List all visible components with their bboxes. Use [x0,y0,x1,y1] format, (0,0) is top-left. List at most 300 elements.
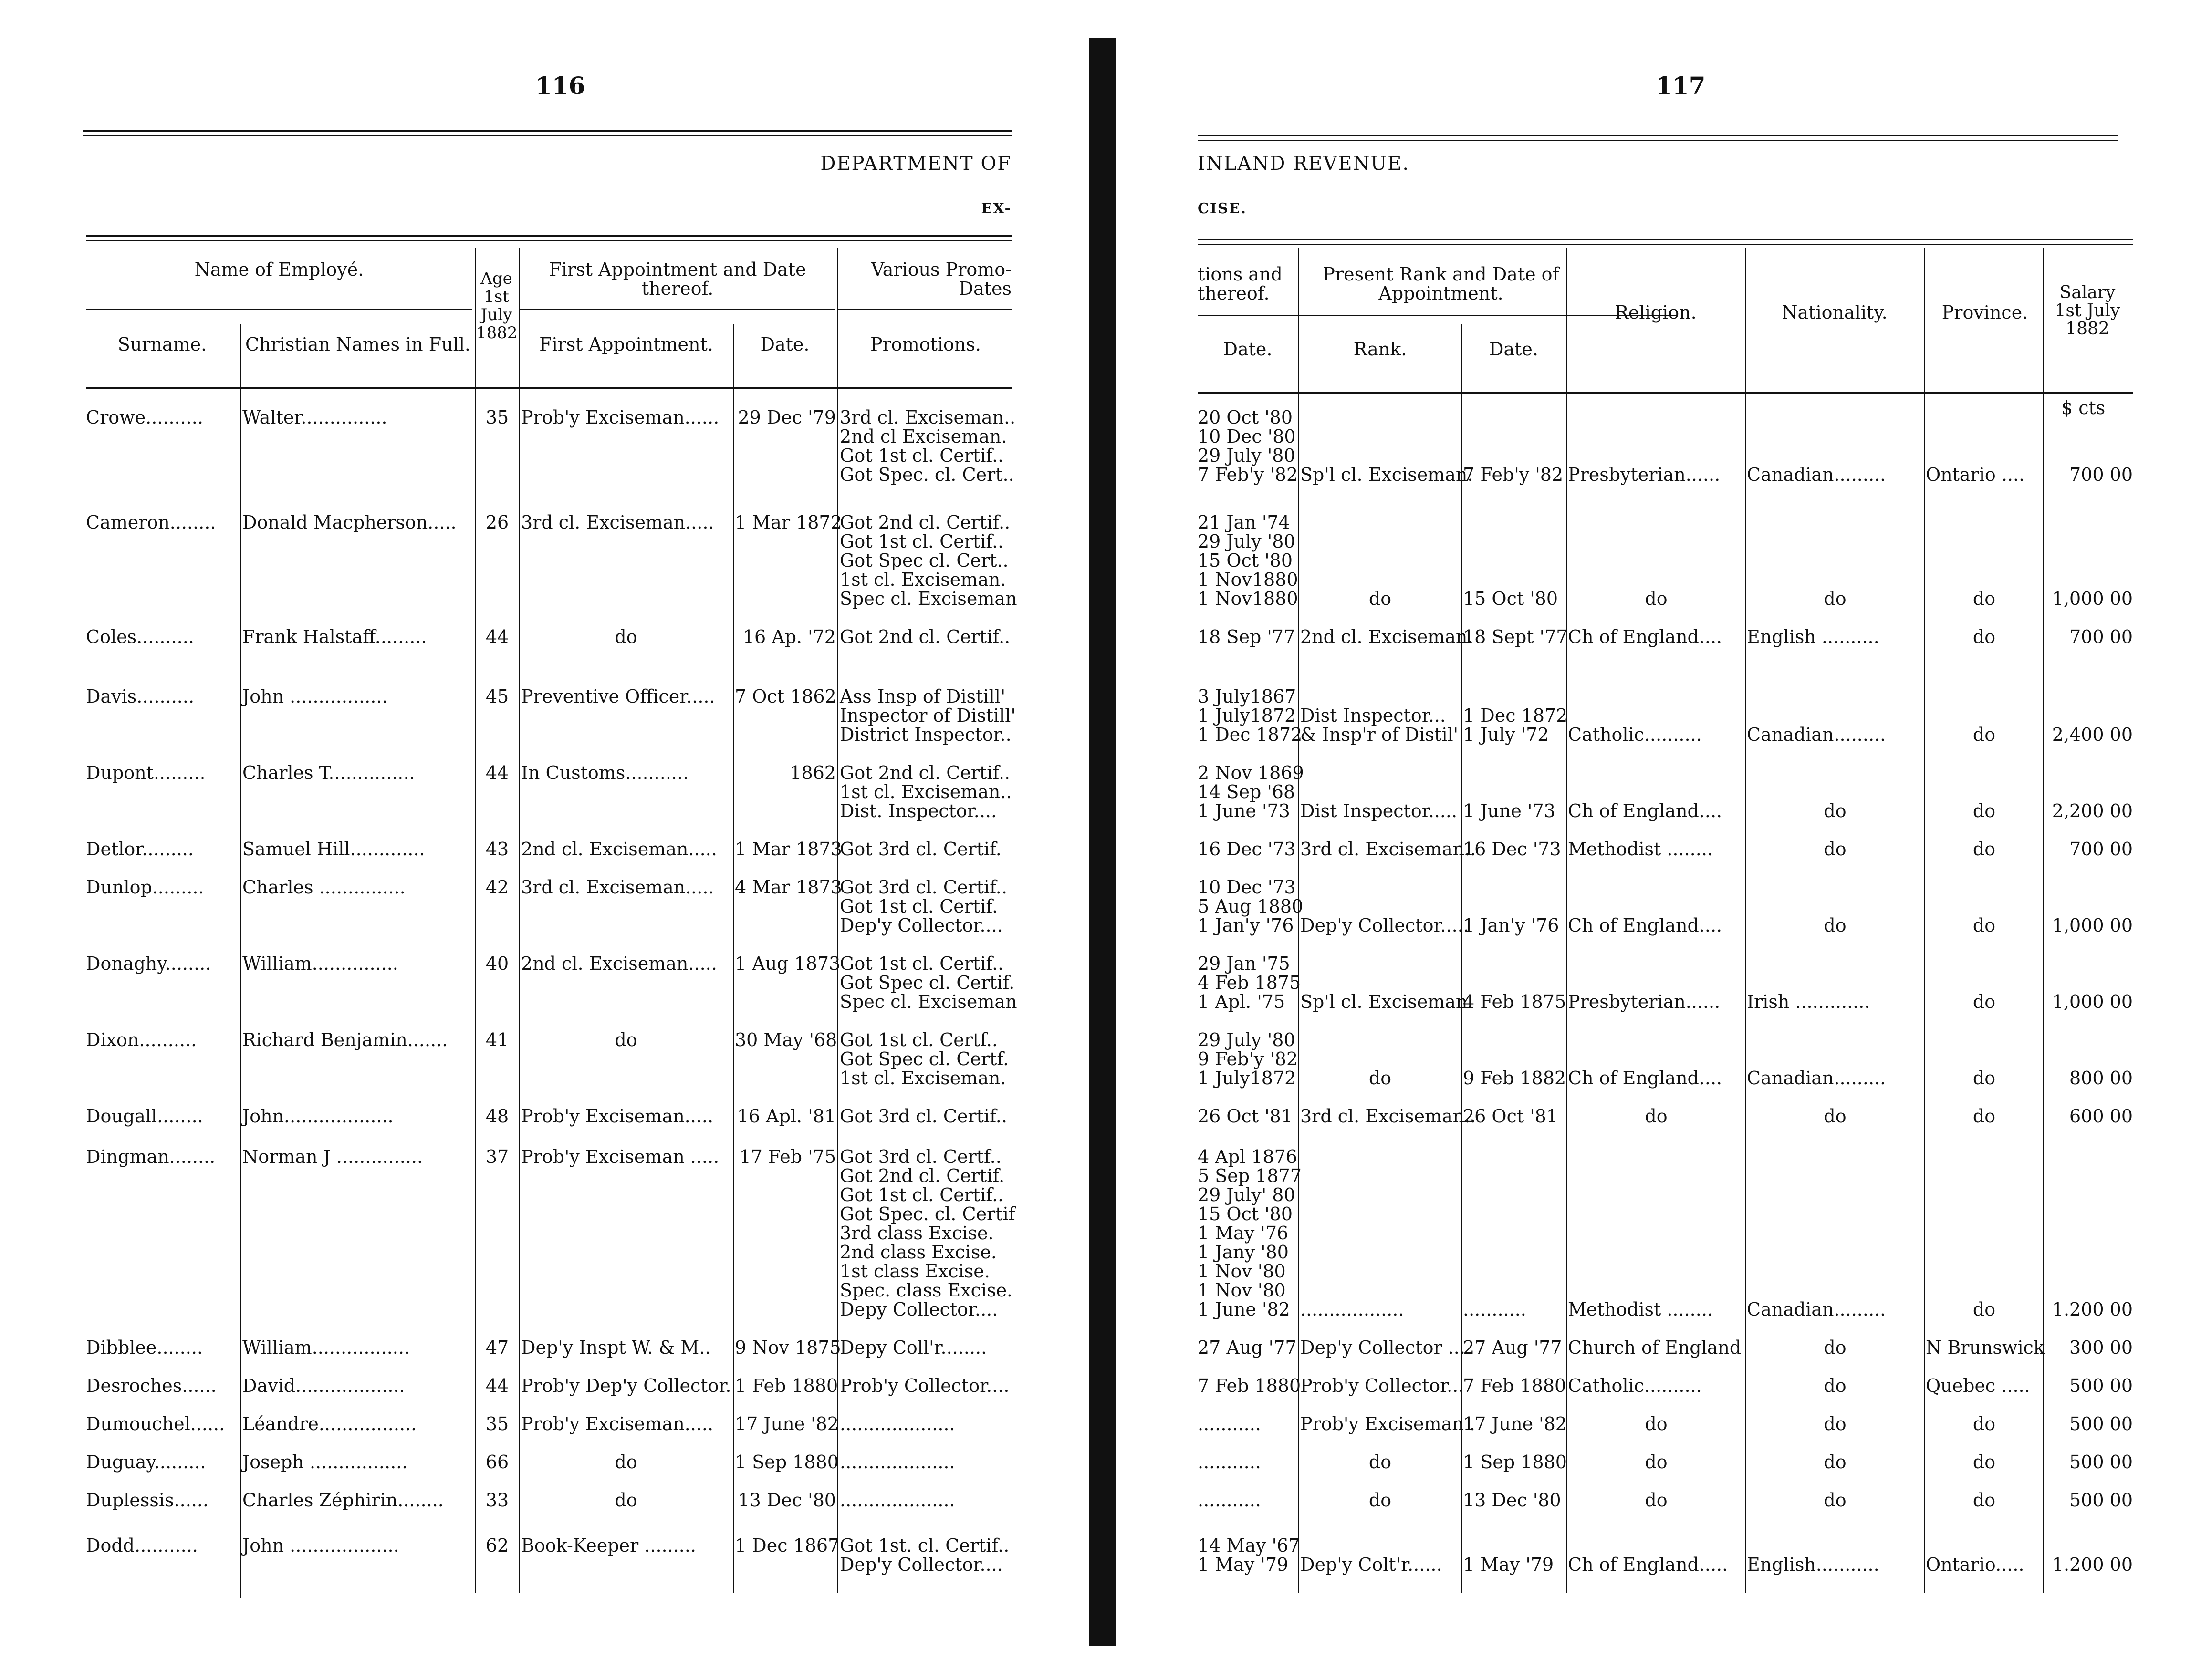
age-cell: 35 [485,407,509,428]
religion-cell: Church of England [1568,1337,1742,1358]
salary-cell: 700 00 [2069,626,2133,647]
column-line [1924,248,1925,1593]
column-line [2043,248,2044,1593]
religion-cell: Presbyterian...... [1568,991,1721,1012]
salary-cell: 2,200 00 [2052,800,2133,821]
promotion-cell: 1st cl. Exciseman. [840,1068,1006,1089]
promotions-header: Promotions. [870,334,981,355]
name-group-header: Name of Employé. [194,259,364,280]
present-rank-date-cell: 9 Feb 1882 [1463,1068,1566,1089]
promotion-cell: Got Spec cl. Cert.. [840,550,1009,571]
column-line [519,248,520,1593]
promotion-date-cell: 1 May '79 [1198,1554,1289,1575]
present-rank-cell: Sp'l cl. Exciseman. [1300,991,1473,1012]
province-cell: Ontario .... [1926,464,2025,485]
promotion-cell: Dist. Inspector.... [840,800,997,821]
first-appointment-cell: 2nd cl. Exciseman..... [521,953,717,974]
christian-names-cell: Frank Halstaff......... [242,626,427,647]
religion-cell: Catholic.......... [1568,1375,1702,1396]
promotion-cell: Got 3rd cl. Certf.. [840,1146,1002,1167]
promotion-date-cell: 9 Feb'y '82 [1198,1048,1298,1069]
salary-cell: 500 00 [2069,1413,2133,1434]
promotion-date-cell: 14 Sep '68 [1198,781,1295,802]
rank-header: Rank. [1353,339,1407,360]
department-title-left: DEPARTMENT OF [820,153,1012,175]
present-rank-date-cell: 26 Oct '81 [1463,1106,1558,1127]
promotion-date-cell: 16 Dec '73 [1198,839,1296,860]
promotion-cell: 2nd cl Exciseman. [840,426,1007,447]
book-spine [1089,38,1116,1646]
religion-cell: Ch of England.... [1568,1068,1722,1089]
province-cell: do [1972,1106,1996,1127]
surname-cell: Dingman........ [86,1146,216,1167]
promotion-cell: Got 1st cl. Certf.. [840,1029,998,1050]
province-cell: do [1972,1413,1996,1434]
promotion-cell: Spec. class Excise. [840,1280,1013,1301]
promotion-cell: Got Spec cl. Certif. [840,972,1015,993]
first-appointment-cell: Preventive Officer..... [521,686,715,707]
nationality-cell: Canadian......... [1747,1068,1886,1089]
promotion-dates-group-header: tions and thereof. [1198,264,1283,304]
department-title-right: INLAND REVENUE. [1198,153,1410,175]
appointment-date-cell: 1862 [790,762,836,783]
christian-names-cell: William............... [242,953,398,974]
present-rank-group-header: Present Rank and Date of Appointment. [1323,264,1559,304]
age-cell: 42 [485,877,509,898]
salary-cell: 500 00 [2069,1375,2133,1396]
promotion-date-cell: 14 May '67 [1198,1535,1300,1556]
christian-names-cell: Charles T............... [242,762,415,783]
religion-cell: do [1645,1452,1668,1473]
province-cell: do [1972,724,1996,745]
column-line [1745,248,1746,1593]
promotion-cell: Ass Insp of Distill' [840,686,1006,707]
promotion-date-cell: 1 Jan'y '76 [1198,915,1294,936]
promotion-cell: Got Spec cl. Certf. [840,1048,1009,1069]
province-cell: do [1972,626,1996,647]
nationality-cell: do [1824,1452,1847,1473]
appointment-date-cell: 17 Feb '75 [739,1146,836,1167]
province-cell: do [1972,1299,1996,1320]
present-rank-date-cell: 27 Aug '77 [1463,1337,1562,1358]
promotion-date-cell: 7 Feb'y '82 [1198,464,1298,485]
salary-cell: 500 00 [2069,1452,2133,1473]
present-rank-date-cell: 1 May '79 [1463,1554,1554,1575]
surname-cell: Dougall........ [86,1106,203,1127]
present-rank-cell: do [1368,1490,1392,1511]
religion-cell: Ch of England.... [1568,800,1722,821]
promotion-date-cell: 5 Sep 1877 [1198,1165,1302,1186]
salary-cell: 1,000 00 [2052,588,2133,609]
promotion-date-cell: 1 Apl. '75 [1198,991,1285,1012]
christian-names-cell: Charles ............... [242,877,406,898]
appointment-date-cell: 9 Nov 1875 [735,1337,841,1358]
age-cell: 44 [485,626,509,647]
appointment-date-cell: 7 Oct 1862 [735,686,836,707]
surname-cell: Detlor......... [86,839,194,860]
column-line [1461,324,1462,1593]
first-appointment-cell: do [615,1452,637,1473]
first-appointment-underline [519,309,835,310]
present-rank-date-cell: 16 Dec '73 [1463,839,1561,860]
promotion-date-cell: 26 Oct '81 [1198,1106,1293,1127]
age-cell: 37 [485,1146,509,1167]
salary-cell: 2,400 00 [2052,724,2133,745]
age-cell: 44 [485,1375,509,1396]
province-cell: N Brunswick [1926,1337,2045,1358]
promotion-date-cell: 1 Jany '80 [1198,1242,1289,1263]
salary-cell: 500 00 [2069,1490,2133,1511]
province-header: Province. [1941,302,2028,323]
age-cell: 44 [485,762,509,783]
promotion-cell: Got 1st cl. Certif.. [840,531,1004,552]
promotion-date-cell: 1 June '82 [1198,1299,1290,1320]
promotion-date-cell: 10 Dec '73 [1198,877,1296,898]
christian-names-cell: Norman J ............... [242,1146,423,1167]
nationality-cell: do [1824,1413,1847,1434]
promotion-cell: 1st cl. Exciseman. [840,569,1006,590]
present-rank-cell: do [1368,1452,1392,1473]
appointment-date-cell: 29 Dec '79 [738,407,836,428]
promotion-cell: Dep'y Collector.... [840,1554,1003,1575]
nationality-cell: do [1824,588,1847,609]
appointment-date-cell: 17 June '82 [735,1413,839,1434]
nationality-cell: do [1824,839,1847,860]
first-appointment-cell: In Customs........... [521,762,689,783]
promotion-cell: Got 2nd cl. Certif.. [840,762,1011,783]
promotion-cell: Got 1st cl. Certif.. [840,953,1004,974]
nationality-cell: English........... [1747,1554,1879,1575]
promotion-cell: Got Spec. cl. Cert.. [840,464,1014,485]
first-appointment-cell: Prob'y Dep'y Collector. [521,1375,731,1396]
surname-cell: Coles.......... [86,626,194,647]
column-line [240,324,241,1598]
religion-cell: Catholic.......... [1568,724,1702,745]
present-rank-date-cell: 1 June '73 [1463,800,1555,821]
nationality-cell: do [1824,1337,1847,1358]
first-appointment-cell: do [615,626,637,647]
surname-cell: Duguay......... [86,1452,206,1473]
promotion-cell: Prob'y Collector.... [840,1375,1010,1396]
top-rule-right [1198,135,2118,136]
promotion-date-cell: 1 May '76 [1198,1223,1289,1244]
present-rank-cell: Dep'y Colt'r...... [1300,1554,1442,1575]
age-cell: 43 [485,839,509,860]
surname-cell: Dunlop......... [86,877,204,898]
present-rank-cell: Prob'y Collector... [1300,1375,1464,1396]
promotion-cell: Depy Coll'r........ [840,1337,987,1358]
surname-cell: Crowe.......... [86,407,203,428]
present-rank-date-cell: 1 Sep 1880 [1463,1452,1567,1473]
present-rank-cell: Dist Inspector..... [1300,800,1458,821]
promotion-date-cell: 5 Aug 1880 [1198,896,1304,917]
surname-cell: Dodd........... [86,1535,198,1556]
header-rule-right [1198,239,2133,240]
present-rank-date-cell: 7 Feb 1880 [1463,1375,1566,1396]
promotion-date-cell: 15 Oct '80 [1198,1203,1293,1224]
age-cell: 62 [485,1535,509,1556]
province-cell: Ontario..... [1926,1554,2024,1575]
appointment-date-cell: 16 Apl. '81 [737,1106,836,1127]
religion-cell: Methodist ........ [1568,839,1713,860]
promotion-cell: .................... [840,1452,955,1473]
promotion-cell: 3rd class Excise. [840,1223,994,1244]
province-cell: Quebec ..... [1926,1375,2030,1396]
present-rank-date-cell: 7 Feb'y '82 [1463,464,1564,485]
province-cell: do [1972,1068,1996,1089]
nationality-cell: Canadian......... [1747,1299,1886,1320]
promotion-cell: Got 2nd cl. Certif.. [840,626,1011,647]
appointment-date-cell: 16 Ap. '72 [742,626,836,647]
promotion-cell: Got 1st cl. Certif.. [840,445,1004,466]
surname-cell: Donaghy........ [86,953,211,974]
appointment-date-cell: 30 May '68 [735,1029,837,1050]
present-rank-date-cell: 13 Dec '80 [1463,1490,1561,1511]
christian-names-cell: Donald Macpherson..... [242,512,457,533]
present-rank-cell: .................. [1300,1299,1404,1320]
promotion-cell: Spec cl. Exciseman [840,991,1017,1012]
promotion-date-cell: 3 July1867 [1198,686,1296,707]
surname-cell: Dibblee........ [86,1337,203,1358]
age-cell: 26 [485,512,509,533]
present-rank-date-cell: 4 Feb 1875 [1463,991,1566,1012]
appointment-date-cell: 1 Feb 1880 [735,1375,838,1396]
christian-names-cell: David................... [242,1375,405,1396]
age-cell: 47 [485,1337,509,1358]
nationality-cell: Irish ............. [1747,991,1870,1012]
promotion-date-cell: 1 Nov1880 [1198,569,1298,590]
department-sub-right: CISE. [1198,200,1247,217]
religion-cell: do [1645,1106,1668,1127]
top-rule-left [83,130,1012,132]
christian-names-cell: Léandre................. [242,1413,417,1434]
salary-cell: 1,000 00 [2052,915,2133,936]
present-rank-cell: Prob'y Exciseman . [1300,1413,1475,1434]
promotion-cell: .................... [840,1413,955,1434]
first-appointment-header: First Appointment. [539,334,713,355]
promotion-cell: Got Spec. cl. Certif [840,1203,1015,1224]
present-rank-cell: Sp'l cl. Exciseman. [1300,464,1473,485]
present-rank-date-cell: 15 Oct '80 [1463,588,1558,609]
present-rank-cell: do [1368,1068,1392,1089]
promotion-cell: .................... [840,1490,955,1511]
surname-cell: Dixon.......... [86,1029,197,1050]
promotion-date-cell: 4 Feb 1875 [1198,972,1301,993]
age-cell: 33 [485,1490,509,1511]
christian-names-cell: John ................... [242,1535,399,1556]
left-page [0,0,1074,1680]
present-rank-cell: do [1368,588,1392,609]
christian-names-cell: Samuel Hill............. [242,839,425,860]
age-cell: 35 [485,1413,509,1434]
surname-cell: Duplessis...... [86,1490,209,1511]
promotion-date-cell: 29 July '80 [1198,531,1295,552]
promotion-date-cell: 20 Oct '80 [1198,407,1293,428]
present-rank-cell: 2nd cl. Exciseman. [1300,626,1473,647]
promotion-date-cell: 29 July '80 [1198,445,1295,466]
promotion-date-cell: 15 Oct '80 [1198,550,1293,571]
appointment-date-cell: 1 Sep 1880 [735,1452,839,1473]
promotion-date-cell: 4 Apl 1876 [1198,1146,1297,1167]
salary-cell: 600 00 [2069,1106,2133,1127]
promotion-date-cell: 1 June '73 [1198,800,1290,821]
religion-cell: do [1645,1413,1668,1434]
column-line [475,248,476,1593]
first-appointment-cell: Dep'y Inspt W. & M.. [521,1337,711,1358]
christian-names-cell: Walter............... [242,407,387,428]
first-appointment-cell: Prob'y Exciseman..... [521,1413,714,1434]
province-cell: do [1972,588,1996,609]
first-appointment-cell: do [615,1490,637,1511]
promotion-date-cell: 2 Nov 1869 [1198,762,1304,783]
province-cell: do [1972,800,1996,821]
first-appointment-group-header: First Appointment and Date thereof. [549,259,806,299]
nationality-cell: do [1824,1490,1847,1511]
promotion-cell: Got 3rd cl. Certif.. [840,877,1007,898]
page-number-left: 116 [535,72,585,100]
promotion-date-cell: 10 Dec '80 [1198,426,1296,447]
surname-cell: Davis.......... [86,686,195,707]
promotion-date-cell: 1 Dec 1872 [1198,724,1303,745]
first-appointment-cell: Prob'y Exciseman...... [521,407,720,428]
present-rank-date-cell: ........... [1463,1299,1526,1320]
department-sub-left: EX- [981,200,1012,217]
nationality-cell: do [1824,800,1847,821]
nationality-cell: do [1824,1106,1847,1127]
appointment-date-cell: 13 Dec '80 [738,1490,836,1511]
right-page [1136,0,2191,1680]
promotion-date-cell: 1 Nov '80 [1198,1280,1286,1301]
present-date-header: Date. [1489,339,1538,360]
salary-cell: 700 00 [2069,464,2133,485]
christian-names-cell: John................... [242,1106,394,1127]
promotions-group-header: Various Promo- Dates [871,259,1012,299]
header-rule-left [86,235,1012,237]
religion-cell: Ch of England.... [1568,626,1722,647]
promotion-date-cell: 29 July' 80 [1198,1184,1295,1205]
surname-cell: Dumouchel...... [86,1413,225,1434]
province-cell: do [1972,915,1996,936]
promotion-date-cell: 1 July1872 [1198,705,1296,726]
promotion-date-cell: ........... [1198,1490,1261,1511]
nationality-header: Nationality. [1782,302,1888,323]
religion-cell: Methodist ........ [1568,1299,1713,1320]
promotion-cell: 3rd cl. Exciseman.. [840,407,1016,428]
religion-cell: do [1645,588,1668,609]
promotion-cell: Got 2nd cl. Certif. [840,1165,1005,1186]
nationality-cell: Canadian......... [1747,464,1886,485]
province-cell: do [1972,991,1996,1012]
surname-cell: Dupont......... [86,762,206,783]
promotion-date-cell: 1 July1872 [1198,1068,1296,1089]
promotion-cell: 1st class Excise. [840,1261,990,1282]
salary-cell: 800 00 [2069,1068,2133,1089]
first-appointment-cell: 2nd cl. Exciseman..... [521,839,717,860]
christian-names-header: Christian Names in Full. [245,334,470,355]
promotion-date-cell: 1 Nov '80 [1198,1261,1286,1282]
present-rank-cell: Dep'y Collector ... [1300,1337,1465,1358]
promotion-date-cell: 29 July '80 [1198,1029,1295,1050]
promotion-date-cell: ........... [1198,1413,1261,1434]
christian-names-cell: Charles Zéphirin........ [242,1490,444,1511]
appointment-date-cell: 1 Aug 1873 [735,953,841,974]
column-line [733,324,734,1593]
christian-names-cell: Joseph ................. [242,1452,408,1473]
appointment-date-cell: 4 Mar 1873 [735,877,842,898]
nationality-cell: English .......... [1747,626,1879,647]
first-appointment-cell: 3rd cl. Exciseman..... [521,877,714,898]
salary-cell: 1.200 00 [2052,1554,2133,1575]
first-appointment-cell: Prob'y Exciseman ..... [521,1146,720,1167]
name-group-underline [86,309,472,310]
nationality-cell: do [1824,915,1847,936]
column-header-rule-right [1198,392,2133,394]
present-rank-cell: Dist Inspector... & Insp'r of Distil' [1300,705,1459,745]
present-rank-date-cell: 18 Sept '77 [1463,626,1568,647]
promotion-date-cell: 18 Sep '77 [1198,626,1295,647]
first-appointment-cell: do [615,1029,637,1050]
promotion-cell: Inspector of Distill' [840,705,1016,726]
religion-cell: Ch of England.... [1568,915,1722,936]
promotion-cell: 2nd class Excise. [840,1242,997,1263]
promotion-cell: Depy Collector.... [840,1299,998,1320]
promotion-cell: District Inspector.. [840,724,1012,745]
salary-cell: 1,000 00 [2052,991,2133,1012]
salary-cell: 700 00 [2069,839,2133,860]
promotion-cell: Dep'y Collector.... [840,915,1003,936]
surname-cell: Desroches...... [86,1375,217,1396]
present-rank-cell: 3rd cl. Exciseman.. [1300,839,1476,860]
age-cell: 41 [485,1029,509,1050]
appointment-date-cell: 1 Mar 1873 [735,839,842,860]
promotion-cell: Got 3rd cl. Certif.. [840,1106,1007,1127]
promotion-date-cell: 21 Jan '74 [1198,512,1290,533]
salary-header: Salary 1st July 1882 [2055,283,2120,339]
present-rank-date-cell: 1 Jan'y '76 [1463,915,1559,936]
present-rank-cell: Dep'y Collector..... [1300,915,1469,936]
appointment-date-cell: 1 Mar 1872 [735,512,842,533]
first-appointment-cell: Book-Keeper ......... [521,1535,696,1556]
promotion-date-cell: 1 Nov1880 [1198,588,1298,609]
religion-header: Religion. [1615,302,1697,323]
appointment-date-cell: 1 Dec 1867 [735,1535,840,1556]
salary-cell: 1.200 00 [2052,1299,2133,1320]
promotion-date-cell: 29 Jan '75 [1198,953,1290,974]
christian-names-cell: Richard Benjamin....... [242,1029,448,1050]
religion-cell: Presbyterian...... [1568,464,1721,485]
age-header: Age 1st July 1882 [476,269,518,342]
promotion-cell: Got 1st cl. Certif. [840,896,998,917]
religion-cell: do [1645,1490,1668,1511]
province-cell: do [1972,1452,1996,1473]
age-cell: 48 [485,1106,509,1127]
province-cell: do [1972,1490,1996,1511]
promotion-cell: Got 1st. cl. Certif.. [840,1535,1010,1556]
present-rank-cell: 3rd cl. Exciseman.. [1300,1106,1476,1127]
column-line [1566,248,1567,1593]
province-cell: do [1972,839,1996,860]
promotion-cell: Got 2nd cl. Certif.. [840,512,1011,533]
promotion-date-cell: 7 Feb 1880 [1198,1375,1301,1396]
promotions-underline [837,309,1012,310]
promotion-date-cell: 27 Aug '77 [1198,1337,1297,1358]
first-appointment-cell: 3rd cl. Exciseman..... [521,512,714,533]
page-number-right: 117 [1656,72,1706,100]
first-appointment-cell: Prob'y Exciseman..... [521,1106,714,1127]
religion-cell: Ch of England..... [1568,1554,1728,1575]
salary-units: $ cts [2061,397,2106,418]
salary-cell: 300 00 [2069,1337,2133,1358]
